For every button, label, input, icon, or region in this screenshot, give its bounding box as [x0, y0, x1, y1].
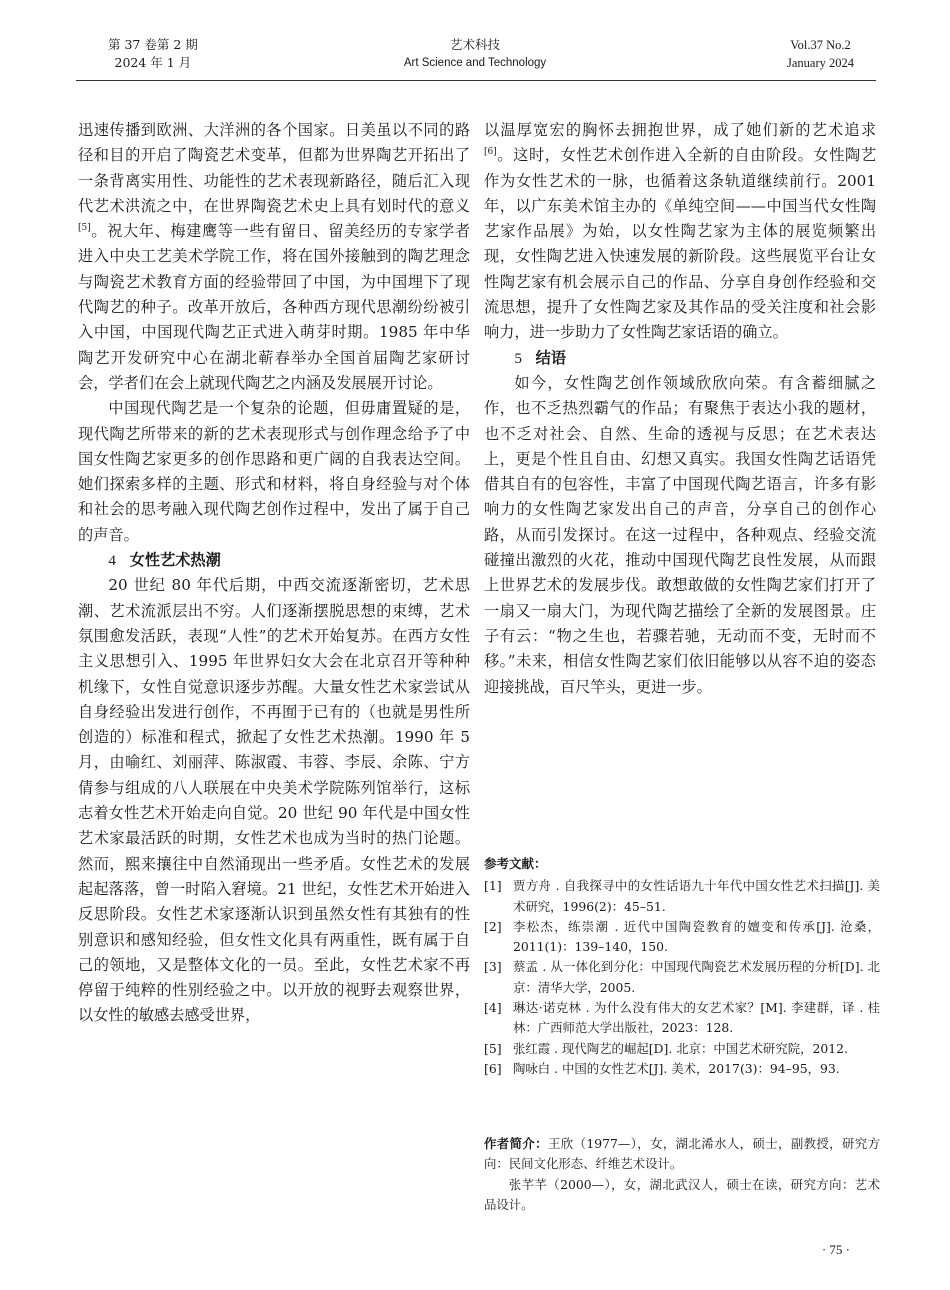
page-header [0, 36, 950, 76]
citation: [6] [484, 147, 497, 158]
reference-item [484, 1059, 880, 1079]
paragraph: 中国现代陶艺是一个复杂的论题，但毋庸置疑的是，现代陶艺所带来的新的艺术表现形式与创作理念给予了中国女性陶艺家更多的创作思路和更广阔的自我表达空间。她们探索多样的主题、形式和材料，将自身经验与对个体和社会的思考融入现代陶艺创作过程中，发出了属于自己的声音。 [78, 399, 470, 544]
page-number: · 75 · [821, 1242, 850, 1257]
reference-text: 贾方舟 . 自我探寻中的女性话语九十年代中国女性艺术扫描[J]. 美术研究，1996(2)：45–51. [513, 878, 880, 914]
issue-date-en: January 2024 [787, 56, 854, 70]
volume-issue-en: Vol.37 No.2 [790, 38, 851, 52]
reference-text: 张红霞 . 现代陶艺的崛起[D]. 北京：中国艺术研究院，2012. [513, 1040, 848, 1056]
reference-item [484, 917, 880, 958]
reference-number: [5] [484, 1040, 502, 1056]
section-heading [78, 548, 470, 573]
journal-title [375, 36, 575, 72]
author-line [484, 1134, 880, 1175]
references-title: 参考文献： [484, 856, 547, 871]
section-heading [484, 346, 876, 371]
reference-text: 琳达·诺克林 . 为什么没有伟大的女艺术家？[M]. 李建群，译 . 桂林：广西师范大学出版社，2023：128. [513, 1000, 880, 1036]
author-label: 作者简介： [484, 1136, 548, 1151]
reference-number: [3] [484, 959, 502, 975]
paragraph: 20 世纪 80 年代后期，中西交流逐渐密切，艺术思潮、艺术流派层出不穷。人们逐渐摆脱思想的束缚，艺术氛围愈发活跃，表现“人性”的艺术开始复苏。在西方女性主义思想引入、1995 年世界妇女大会在北京召开等种种机缘下，女性自觉意识逐步苏醒。大量女性艺术家尝试从自身经验出发进行创作，不再囿于已有的（也就是男性所创造的）标准和程式，掀起了女性艺术热潮。1990 年 5 月，由喻红、刘丽萍、陈淑霞、韦蓉、李辰、余陈、宁方倩参与组成的八人联展在中央美术学院陈列馆举行，这标志着女性艺术开始走向自觉。20 世纪 90 年代是中国女性艺术家最活跃的时期，女性艺术也成为当时的热门论题。然而，熙来攘往中自然涌现出一些矛盾。女性艺术的发展起起落落，曾一时陷入窘境。21 世纪，女性艺术开始进入反思阶段。女性艺术家逐渐认识到虽然女性有其独有的性别意识和感知经验，但女性文化具有两重性，既有属于自己的领地，又是整体文化的一员。至此，女性艺术家不再停留于纯粹的性别经验之中。以开放的视野去观察世界，以女性的敏感去感受世界， [78, 576, 470, 1025]
reference-item [484, 998, 880, 1039]
author-bio [484, 1134, 880, 1215]
paragraph [78, 118, 470, 396]
section-number: 5 [514, 349, 522, 367]
left-column [78, 118, 470, 1029]
reference-number: [4] [484, 1000, 502, 1016]
reference-text: 李松杰，练崇潮 . 近代中国陶瓷教育的嬗变和传承[J]. 沧桑，2011(1)：139–140，150. [513, 918, 880, 955]
journal-title-en: Art Science and Technology [403, 57, 547, 69]
author-line: 张芊芊（2000—），女，湖北武汉人，硕士在读，研究方向：艺术品设计。 [484, 1176, 880, 1212]
issue-date: 2024 年 1 月 [114, 55, 192, 70]
reference-text: 蔡孟 . 从一体化到分化：中国现代陶瓷艺术发展历程的分析[D]. 北京：清华大学，2005. [513, 959, 880, 995]
volume-issue: 第 37 卷第 2 期 [108, 37, 198, 52]
citation: [5] [78, 223, 91, 234]
reference-number: [2] [484, 918, 502, 934]
author-text: 王欣（1977—），女，湖北浠水人，硕士，副教授，研究方向：民间文化形态、纤维艺术设计。 [484, 1136, 880, 1172]
journal-issue-en [787, 36, 854, 72]
right-column [484, 118, 876, 700]
reference-number: [6] [484, 1060, 502, 1076]
paragraph-text: 。这时，女性艺术创作进入全新的自由阶段。女性陶艺作为女性艺术的一脉，也循着这条轨道继续前行。2001 年，以广东美术馆主办的《单纯空间——中国当代女性陶艺家作品展》为始，以女性陶艺家为主体的展览频繁出现，女性陶艺进入快速发展的新阶段。这些展览平台让女性陶艺家有机会展示自己的作品、分享自身创作经验和交流思想，提升了女性陶艺家及其作品的受关注度和社会影响力，进一步助力了女性陶艺家话语的确立。 [484, 146, 876, 342]
references [484, 854, 880, 1079]
header-rule [76, 80, 876, 81]
reference-item [484, 1039, 880, 1059]
reference-text: 陶咏白 . 中国的女性艺术[J]. 美术，2017(3)：94–95，93. [513, 1060, 840, 1076]
reference-item [484, 876, 880, 917]
paragraph: 如今，女性陶艺创作领域欣欣向荣。有含蓄细腻之作，也不乏热烈霸气的作品；有聚焦于表达小我的题材，也不乏对社会、自然、生命的透视与反思；在艺术表达上，更是个性且自由、幻想又真实。我国女性陶艺话语凭借其自有的包容性，丰富了中国现代陶艺语言，许多有影响力的女性陶艺家发出自己的声音，分享自己的创作心路，从而引发探讨。在这一过程中，各种观点、经验交流碰撞出激烈的火花，推动中国现代陶艺良性发展，从而跟上世界艺术的发展步伐。敢想敢做的女性陶艺家们打开了一扇又一扇大门，为现代陶艺描绘了全新的发展图景。庄子有云：“物之生也，若骤若驰，无动而不变，无时而不移。”未来，相信女性陶艺家们依旧能够以从容不迫的姿态迎接挑战，百尺竿头，更进一步。 [484, 373, 876, 696]
section-number: 4 [108, 552, 116, 570]
reference-item [484, 957, 880, 998]
paragraph-text: 迅速传播到欧洲、大洋洲的各个国家。日美虽以不同的路径和目的开启了陶瓷艺术变革，但都为世界陶艺开拓出了一条背离实用性、功能性的艺术表现新路径，随后汇入现代艺术洪流之中，在世界陶瓷艺术史上具有划时代的意义 [78, 121, 470, 215]
paragraph-text: 以温厚宽宏的胸怀去拥抱世界，成了她们新的艺术追求 [484, 121, 876, 139]
section-title: 结语 [535, 348, 567, 367]
journal-title-cn: 艺术科技 [449, 37, 500, 52]
reference-number: [1] [484, 878, 502, 894]
paragraph [484, 118, 876, 346]
section-title: 女性艺术热潮 [129, 551, 221, 570]
paragraph-text: 。祝大年、梅建鹰等一些有留日、留美经历的专家学者进入中央工艺美术学院工作，将在国外接触到的陶艺理念与陶瓷艺术教育方面的经验带回了中国，为中国埋下了现代陶艺的种子。改革开放后，各种西方现代思潮纷纷被引入中国，中国现代陶艺正式进入萌芽时期。1985 年中华陶艺开发研究中心在湖北蕲春举办全国首届陶艺家研讨会，学者们在会上就现代陶艺之内涵及发展展开讨论。 [78, 222, 470, 392]
journal-issue [108, 36, 198, 72]
